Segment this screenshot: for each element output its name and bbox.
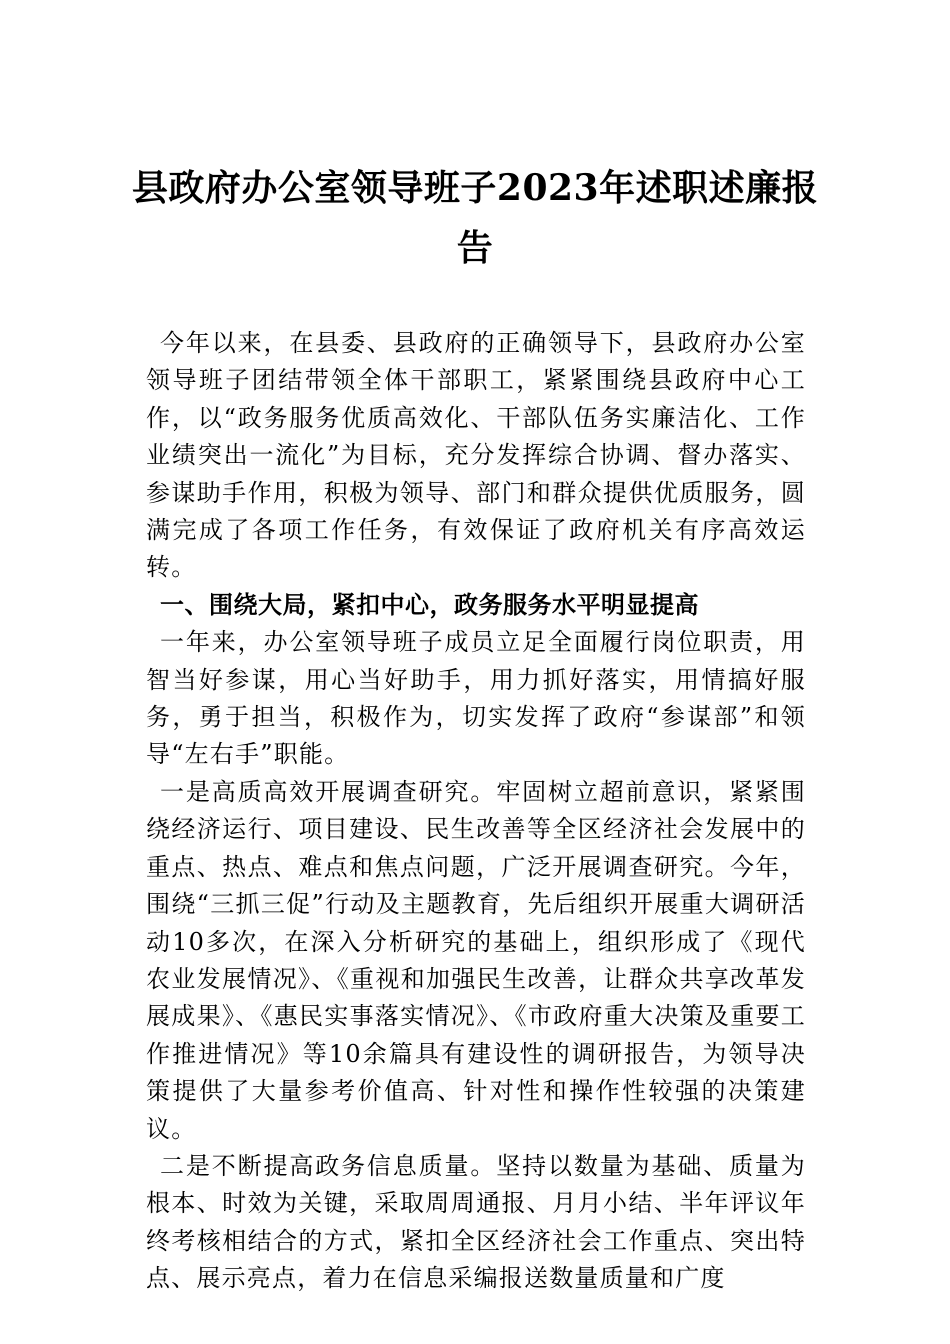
document-title: 县政府办公室领导班子2023年述职述廉报告 <box>131 167 819 269</box>
body-paragraph: 二是不断提高政务信息质量。坚持以数量为基础、质量为根本、时效为关键，采取周周通报、月月小结、半年评议年终考核相结合的方式，紧扣全区经济社会工作重点、突出特点、展示亮点，着力在信息采编报送数量质量和广度 <box>146 1151 806 1293</box>
body-paragraph: 一年来，办公室领导班子成员立足全面履行岗位职责，用智当好参谋，用心当好助手，用力抓好落实，用情搞好服务，勇于担当，积极作为，切实发挥了政府“参谋部”和领导“左右手”职能。 <box>146 628 806 769</box>
section-heading-1: 一、围绕大局，紧扣中心，政务服务水平明显提高 <box>160 590 699 619</box>
intro-paragraph: 今年以来，在县委、县政府的正确领导下，县政府办公室领导班子团结带领全体干部职工，紧紧围绕县政府中心工作，以“政务服务优质高效化、干部队伍务实廉洁化、工作业绩突出一流化”为目标，充分发挥综合协调、督办落实、参谋助手作用，积极为领导、部门和群众提供优质服务，圆满完成了各项工作任务，有效保证了政府机关有序高效运转。 <box>146 329 806 582</box>
document-body <box>146 325 806 1298</box>
body-paragraph: 一是高质高效开展调查研究。牢固树立超前意识，紧紧围绕经济运行、项目建设、民生改善等全区经济社会发展中的重点、热点、难点和焦点问题，广泛开展调查研究。今年，围绕“三抓三促”行动及主题教育，先后组织开展重大调研活动10多次，在深入分析研究的基础上，组织形成了《现代农业发展情况》、《重视和加强民生改善，让群众共享改革发展成果》、《惠民实事落实情况》、《市政府重大决策及重要工作推进情况》等10余篇具有建设性的调研报告，为领导决策提供了大量参考价值高、针对性和操作性较强的决策建议。 <box>146 777 806 1143</box>
